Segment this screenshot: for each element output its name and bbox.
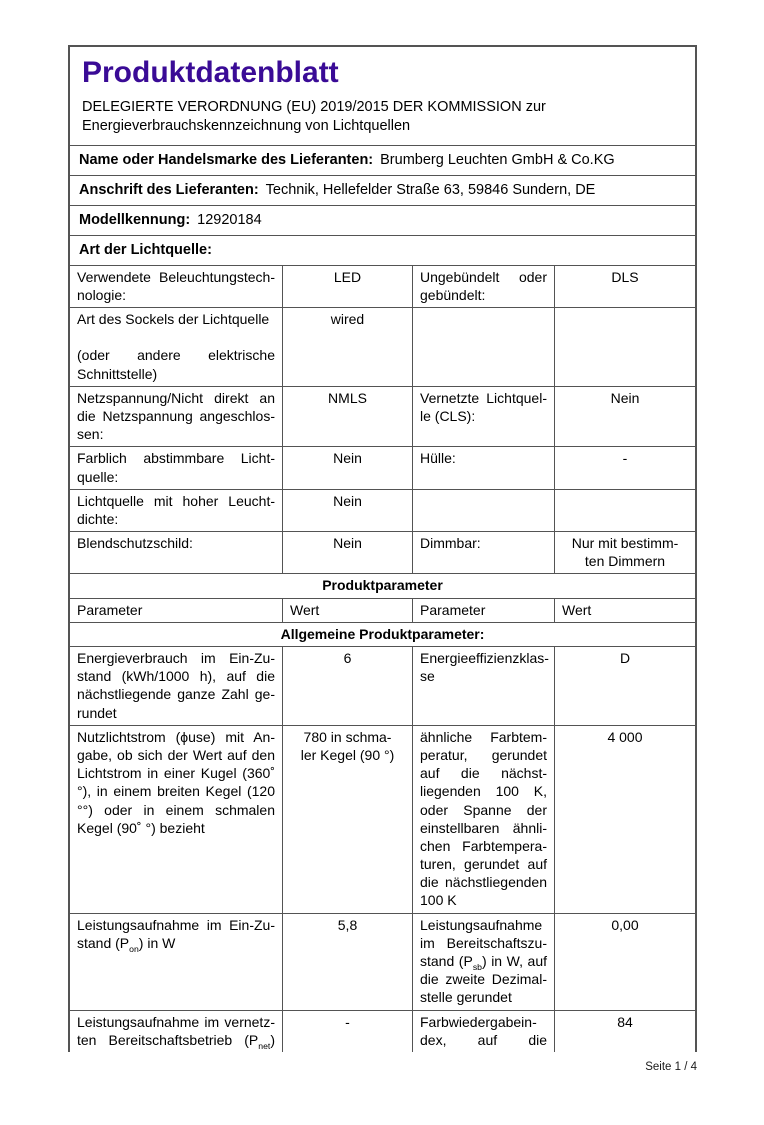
columns-header-row [70,598,695,622]
param-cell: Dimmbar: [412,532,554,573]
table-row [70,646,695,725]
value-cell: 4 000 [554,726,695,913]
value-cell: wired [282,308,412,386]
value-cell: DLS [554,266,695,307]
supplier-address-label: Anschrift des Lieferanten: [79,182,259,199]
product-datasheet [68,45,697,1052]
table-row [70,1010,695,1052]
param-cell: Netzspannung/Nicht direkt an die Netzspannung angeschlossen: [77,389,275,443]
value-cell: 0,00 [554,914,695,1010]
value-cell [554,308,695,386]
table-row [70,386,695,447]
table-row [70,446,695,488]
value-cell: - [554,447,695,488]
table-row [70,725,695,913]
value-cell: - [282,1011,412,1052]
value-cell: Nein [282,490,412,531]
light-source-type-label: Art der Lichtquelle: [79,241,212,258]
supplier-address-value: Technik, Hellefelder Straße 63, 59846 Sundern, DE [265,182,596,199]
title-block [70,47,695,145]
supplier-name-row [70,145,695,175]
table-row [70,307,695,386]
param-cell: Farblich abstimmbare Lichtquelle: [77,450,275,485]
value-cell: 84 [554,1011,695,1052]
param-cell: Art des Sockels der Lichtquelle (oder andere elektrische Schnittstelle) [77,311,275,382]
model-id-label: Modellkennung: [79,211,191,228]
value-cell: 6 [282,647,412,725]
regulation-subtitle: DELEGIERTE VERORDNUNG (EU) 2019/2015 DER KOMMISSION zur Energieverbrauchskennzeichnung von Lichtquellen [82,99,546,135]
param-cell: Ungebündelt oder gebündelt: [412,266,554,307]
section-header-allgemeine: Allgemeine Produktparameter: [70,622,695,646]
table-row [70,531,695,573]
param-cell: Vernetzte Lichtquelle (CLS): [412,387,554,447]
param-cell: ähnliche Farbtemperatur, gerundet auf die nächstliegenden 100 K, oder Spanne der einstellbaren ähnlichen Farbtemperaturen, gerundet auf die nächstliegenden 100 K [412,726,554,913]
value-cell: 780 in schma- ler Kegel (90 °) [282,726,412,913]
model-id-value: 12920184 [197,211,262,228]
page-number: Seite 1 / 4 [645,1060,697,1073]
model-id-row [70,205,695,235]
table-row [70,265,695,307]
value-cell: LED [282,266,412,307]
supplier-address-row [70,175,695,205]
param-cell: Nutzlichtstrom (ϕuse) mit Angabe, ob sich der Wert auf den Lichtstrom in einer Kugel (360˚ °), in einem breiten Kegel (120 °°) oder in einem schmalen Kegel (90˚ °) bezieht [77,728,275,836]
param-cell: Energieeffizienzklasse [412,647,554,725]
page-title: Produktdatenblatt [82,56,339,89]
param-cell: Lichtquelle mit hoher Leuchtdichte: [77,492,275,527]
light-source-type-row [70,235,695,265]
section-header-produktparameter: Produktparameter [70,573,695,597]
value-cell: NMLS [282,387,412,447]
value-cell: Nein [282,532,412,573]
value-cell: Nein [554,387,695,447]
value-cell: Nein [282,447,412,488]
column-header-cell: Wert [282,599,412,622]
value-cell: D [554,647,695,725]
column-header-cell: Parameter [77,601,143,618]
param-cell: Hülle: [412,447,554,488]
param-cell: Leistungsaufnahme im vernetzten Bereitschaftsbetrieb $(P_{net})$ [77,1013,275,1051]
table-row [70,913,695,1010]
supplier-name-label: Name oder Handelsmarke des Lieferanten: [79,152,374,169]
value-cell: 5,8 [282,914,412,1010]
param-cell: Verwendete Beleuchtungstechnologie: [77,268,275,303]
supplier-name-value: Brumberg Leuchten GmbH & Co.KG [380,152,615,169]
param-cell: Farbwiedergabeindex, auf die [412,1011,554,1052]
param-cell: Leistungsaufnahme im Ein-Zustand $(P_{on})$ in W [77,916,275,954]
column-header-cell: Parameter [412,599,554,622]
param-cell: Energieverbrauch im Ein-Zustand (kWh/1000 h), auf die nächstliegende ganze Zahl gerundet [77,650,275,721]
param-cell: Leistungsaufnahme im Bereitschaftszustand $(P_{sb})$ in W, auf die zweite Dezimalstelle gerundet [412,914,554,1010]
value-cell [554,490,695,531]
value-cell: Nur mit bestimm- ten Dimmern [554,532,695,573]
param-cell: Blendschutzschild: [77,535,193,552]
param-cell [412,308,554,386]
param-cell [412,490,554,531]
table-row [70,489,695,531]
column-header-cell: Wert [554,599,695,622]
